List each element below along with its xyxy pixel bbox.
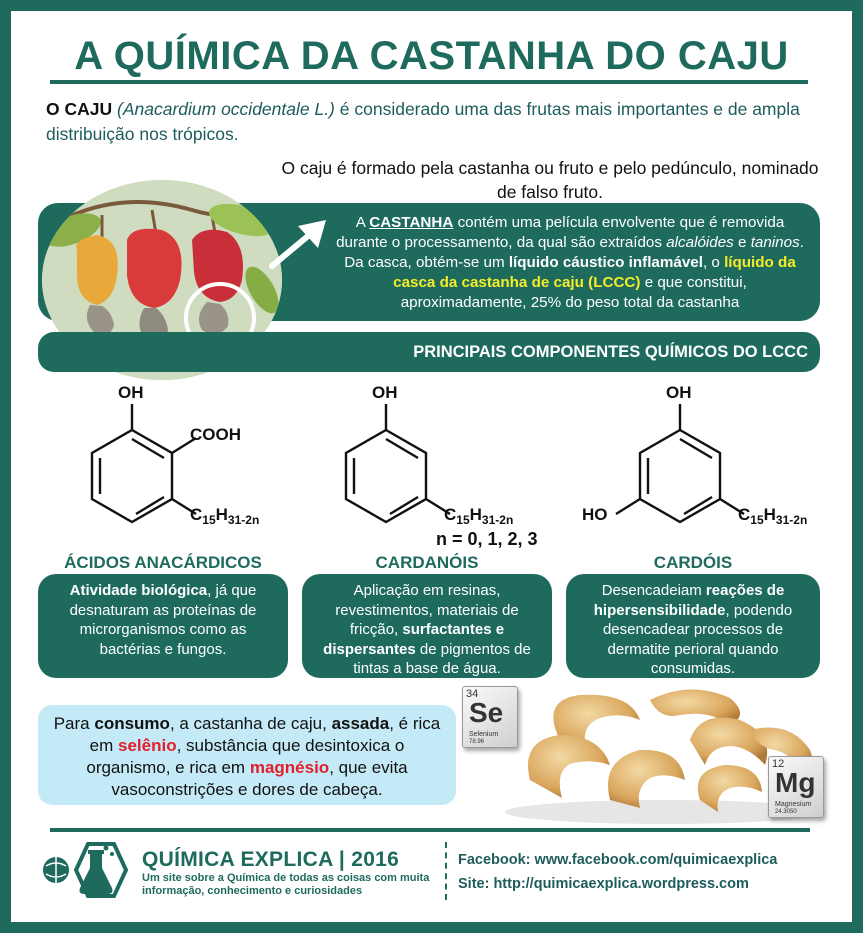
- castanha-keyword: CASTANHA: [369, 214, 454, 231]
- website-link[interactable]: Site: http://quimicaexplica.wordpress.com: [458, 876, 749, 892]
- text-fragment: , o: [702, 254, 720, 271]
- lccc-highlight: líquido da casca da castanha de caju (LCCC): [393, 254, 796, 291]
- compound-name-cardanol: CARDANÓIS: [375, 553, 479, 572]
- consumo-term: consumo: [94, 714, 170, 733]
- oh-label: OH: [372, 383, 398, 402]
- text-fragment: , a castanha de caju,: [169, 714, 327, 733]
- text-fragment: de pigmentos de tintas a base de água.: [353, 640, 531, 677]
- text-fragment: contém uma película envolvente que é removida durante o processamento, da qual são extraídos: [336, 214, 785, 251]
- text-fragment: , que evita vasoconstrições e dores de cabeça.: [111, 758, 408, 799]
- compound-name-anacardic: ÁCIDOS ANACÁRDICOS: [64, 553, 262, 572]
- atomic-number: 12: [772, 758, 785, 770]
- caustic-liquid-term: líquido cáustico inflamável: [508, 254, 703, 271]
- cardol-structure: [580, 378, 830, 538]
- text-fragment: Desencadeiam: [601, 582, 702, 599]
- intro-rest: é considerado uma das frutas mais importantes e de ampla distribuição nos trópicos.: [46, 99, 800, 144]
- element-name: Selenium: [469, 731, 499, 738]
- arrow-icon: [268, 214, 338, 274]
- text-fragment: , é rica em: [89, 714, 441, 755]
- text-fragment: , já que desnaturam as proteínas de microrganismos como as bactérias e fungos.: [69, 582, 257, 658]
- selenium-element-tile: [462, 686, 518, 748]
- alkyl-chain-label: $C_{15}H_{31-2n}$: [738, 505, 808, 527]
- atomic-number: 34: [466, 688, 479, 700]
- oh-label: OH: [118, 383, 144, 402]
- intro-scientific-name: (Anacardium occidentale L.): [117, 99, 335, 119]
- text-fragment: Aplicação em resinas, revestimentos, materiais de fricção,: [335, 582, 519, 638]
- cardanol-structure: [330, 378, 560, 538]
- alkyl-chain-label: $C_{15}H_{31-2n}$: [444, 505, 514, 527]
- text-fragment: A: [355, 214, 365, 231]
- text-fragment: e que constitui, aproximadamente, 25% do peso total da castanha: [400, 274, 747, 311]
- element-symbol: Se: [469, 697, 504, 728]
- selenio-term: selênio: [118, 736, 177, 755]
- intro-paragraph: [46, 97, 826, 147]
- oh-label: OH: [666, 383, 692, 402]
- formation-paragraph: O caju é formado pela castanha ou fruto e pelo pedúnculo, nominado de falso fruto.: [281, 158, 819, 202]
- magnesium-element-tile: [768, 756, 824, 818]
- cooh-label: COOH: [190, 425, 241, 444]
- consumption-text: [46, 713, 448, 801]
- alkyl-chain-label: $C_{15}H_{31-2n}$: [190, 505, 260, 527]
- footer-separator: [445, 842, 447, 900]
- biological-activity-term: Atividade biológica: [69, 582, 208, 599]
- n-values-label: n = 0, 1, 2, 3: [436, 529, 538, 549]
- taninos-term: taninos: [750, 234, 800, 251]
- anacardic-acid-structure: [60, 378, 290, 538]
- quimica-explica-logo-icon: [38, 840, 136, 906]
- hypersensitivity-term: reações de hipersensibilidade: [593, 582, 785, 619]
- atomic-mass: 24.3050: [775, 809, 797, 815]
- assada-term: assada: [331, 714, 390, 733]
- footer-divider: [50, 828, 810, 832]
- compound-name-cardol: CARDÓIS: [653, 553, 733, 572]
- magnesio-term: magnésio: [249, 758, 330, 777]
- ho-label: HO: [582, 505, 608, 524]
- alcaloides-term: alcalóides: [666, 234, 734, 251]
- element-symbol: Mg: [775, 767, 816, 798]
- components-title: PRINCIPAIS COMPONENTES QUÍMICOS DO LCCC: [413, 343, 808, 361]
- brand-tagline: Um site sobre a Química de todas as coisas com muita informação, conhecimento e curiosidades: [142, 872, 430, 897]
- page-title: A QUÍMICA DA CASTANHA DO CAJU: [74, 34, 789, 78]
- brand-name: QUÍMICA EXPLICA | 2016: [142, 848, 400, 871]
- facebook-link[interactable]: Facebook: www.facebook.com/quimicaexplica: [458, 852, 778, 868]
- title-divider: [50, 80, 808, 84]
- compound-box-anacardic: [38, 574, 288, 678]
- compound-box-cardol: [566, 574, 820, 678]
- text-fragment: e: [738, 234, 747, 251]
- intro-lead: O CAJU: [46, 99, 113, 119]
- text-fragment: , substância que desintoxica o organismo, e rica em: [86, 736, 405, 777]
- text-fragment: , podendo desencadear processos de dermatite perioral quando consumidas.: [602, 601, 793, 677]
- compound-box-cardanol: [302, 574, 552, 678]
- text-fragment: Para: [53, 714, 90, 733]
- atomic-mass: 78.96: [469, 739, 485, 745]
- element-name: Magnesium: [775, 801, 812, 808]
- surfactants-term: surfactantes e dispersantes: [323, 621, 505, 658]
- text-fragment: . Da casca, obtém-se um: [344, 234, 804, 271]
- castanha-description: [330, 213, 810, 313]
